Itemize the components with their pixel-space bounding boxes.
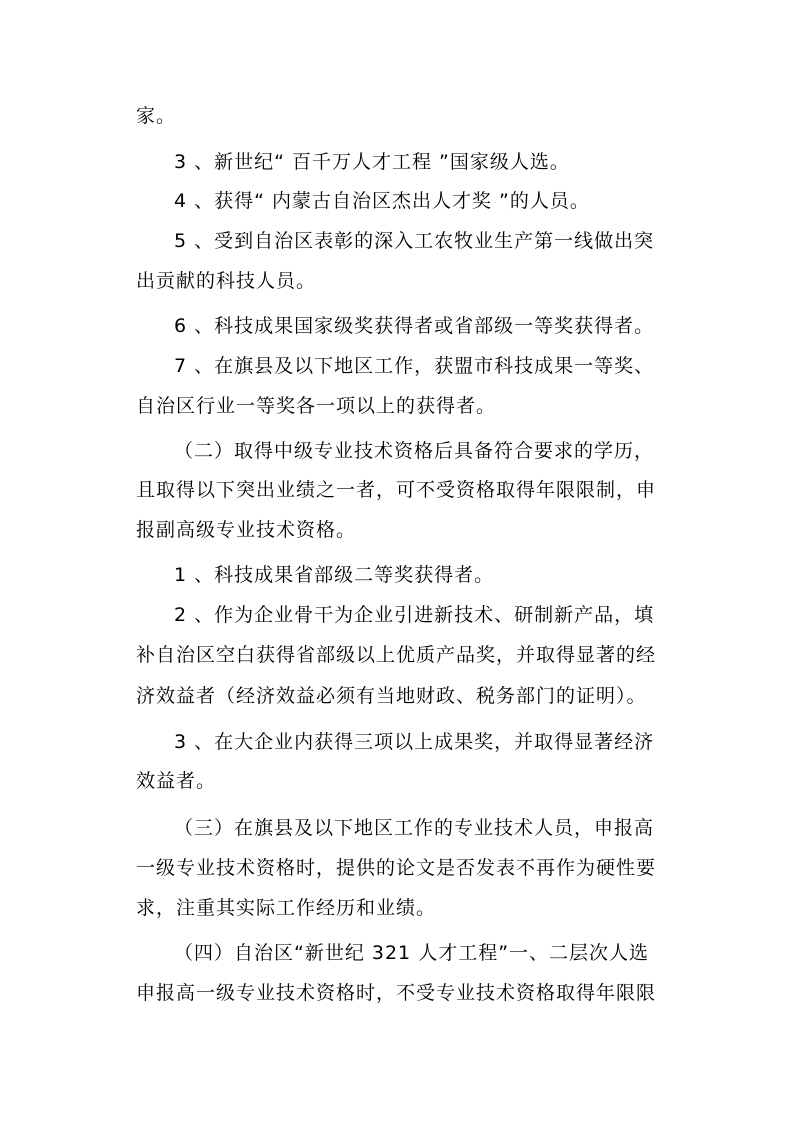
text-line-6: 6 、科技成果国家级奖获得者或省部级一等奖获得者。 [174,315,655,337]
text-line-2: 3 、新世纪“ 百千万人才工程 ”国家级人选。 [174,151,570,173]
text-line-19: 一级专业技术资格时，提供的论文是否发表不再作为硬性要 [136,857,657,879]
text-line-20: 求，注重其实际工作经历和业绩。 [136,897,437,919]
text-line-16: 3 、在大企业内获得三项以上成果奖，并取得显著经济 [174,731,655,753]
text-line-11: 报副高级专业技术资格。 [136,519,357,541]
text-line-15: 济效益者（经济效益必须有当地财政、税务部门的证明）。 [136,685,647,707]
text-line-18: （三）在旗县及以下地区工作的专业技术人员，申报高 [174,817,655,839]
text-line-7: 7 、在旗县及以下地区工作，获盟市科技成果一等奖、 [174,355,655,377]
text-line-22: 申报高一级专业技术资格时，不受专业技术资格取得年限限 [136,982,657,1004]
text-line-3: 4 、获得“ 内蒙古自治区杰出人才奖 ”的人员。 [174,190,590,212]
text-line-9: （二）取得中级专业技术资格后具备符合要求的学历， [174,440,655,462]
text-line-17: 效益者。 [136,770,217,792]
text-line-12: 1 、科技成果省部级二等奖获得者。 [174,564,495,586]
text-line-1: 家。 [136,105,177,127]
text-line-8: 自治区行业一等奖各一项以上的获得者。 [136,395,497,417]
text-line-21: （四）自治区“新世纪 321 人才工程”一、二层次人选 [174,942,650,964]
text-line-14: 补自治区空白获得省部级以上优质产品奖，并取得显著的经 [136,644,657,666]
text-line-10: 且取得以下突出业绩之一者，可不受资格取得年限限制，申 [136,479,657,501]
text-line-13: 2 、作为企业骨干为企业引进新技术、研制新产品，填 [174,604,655,626]
text-line-5: 出贡献的科技人员。 [136,270,317,292]
text-line-4: 5 、受到自治区表彰的深入工农牧业生产第一线做出突 [174,230,655,252]
